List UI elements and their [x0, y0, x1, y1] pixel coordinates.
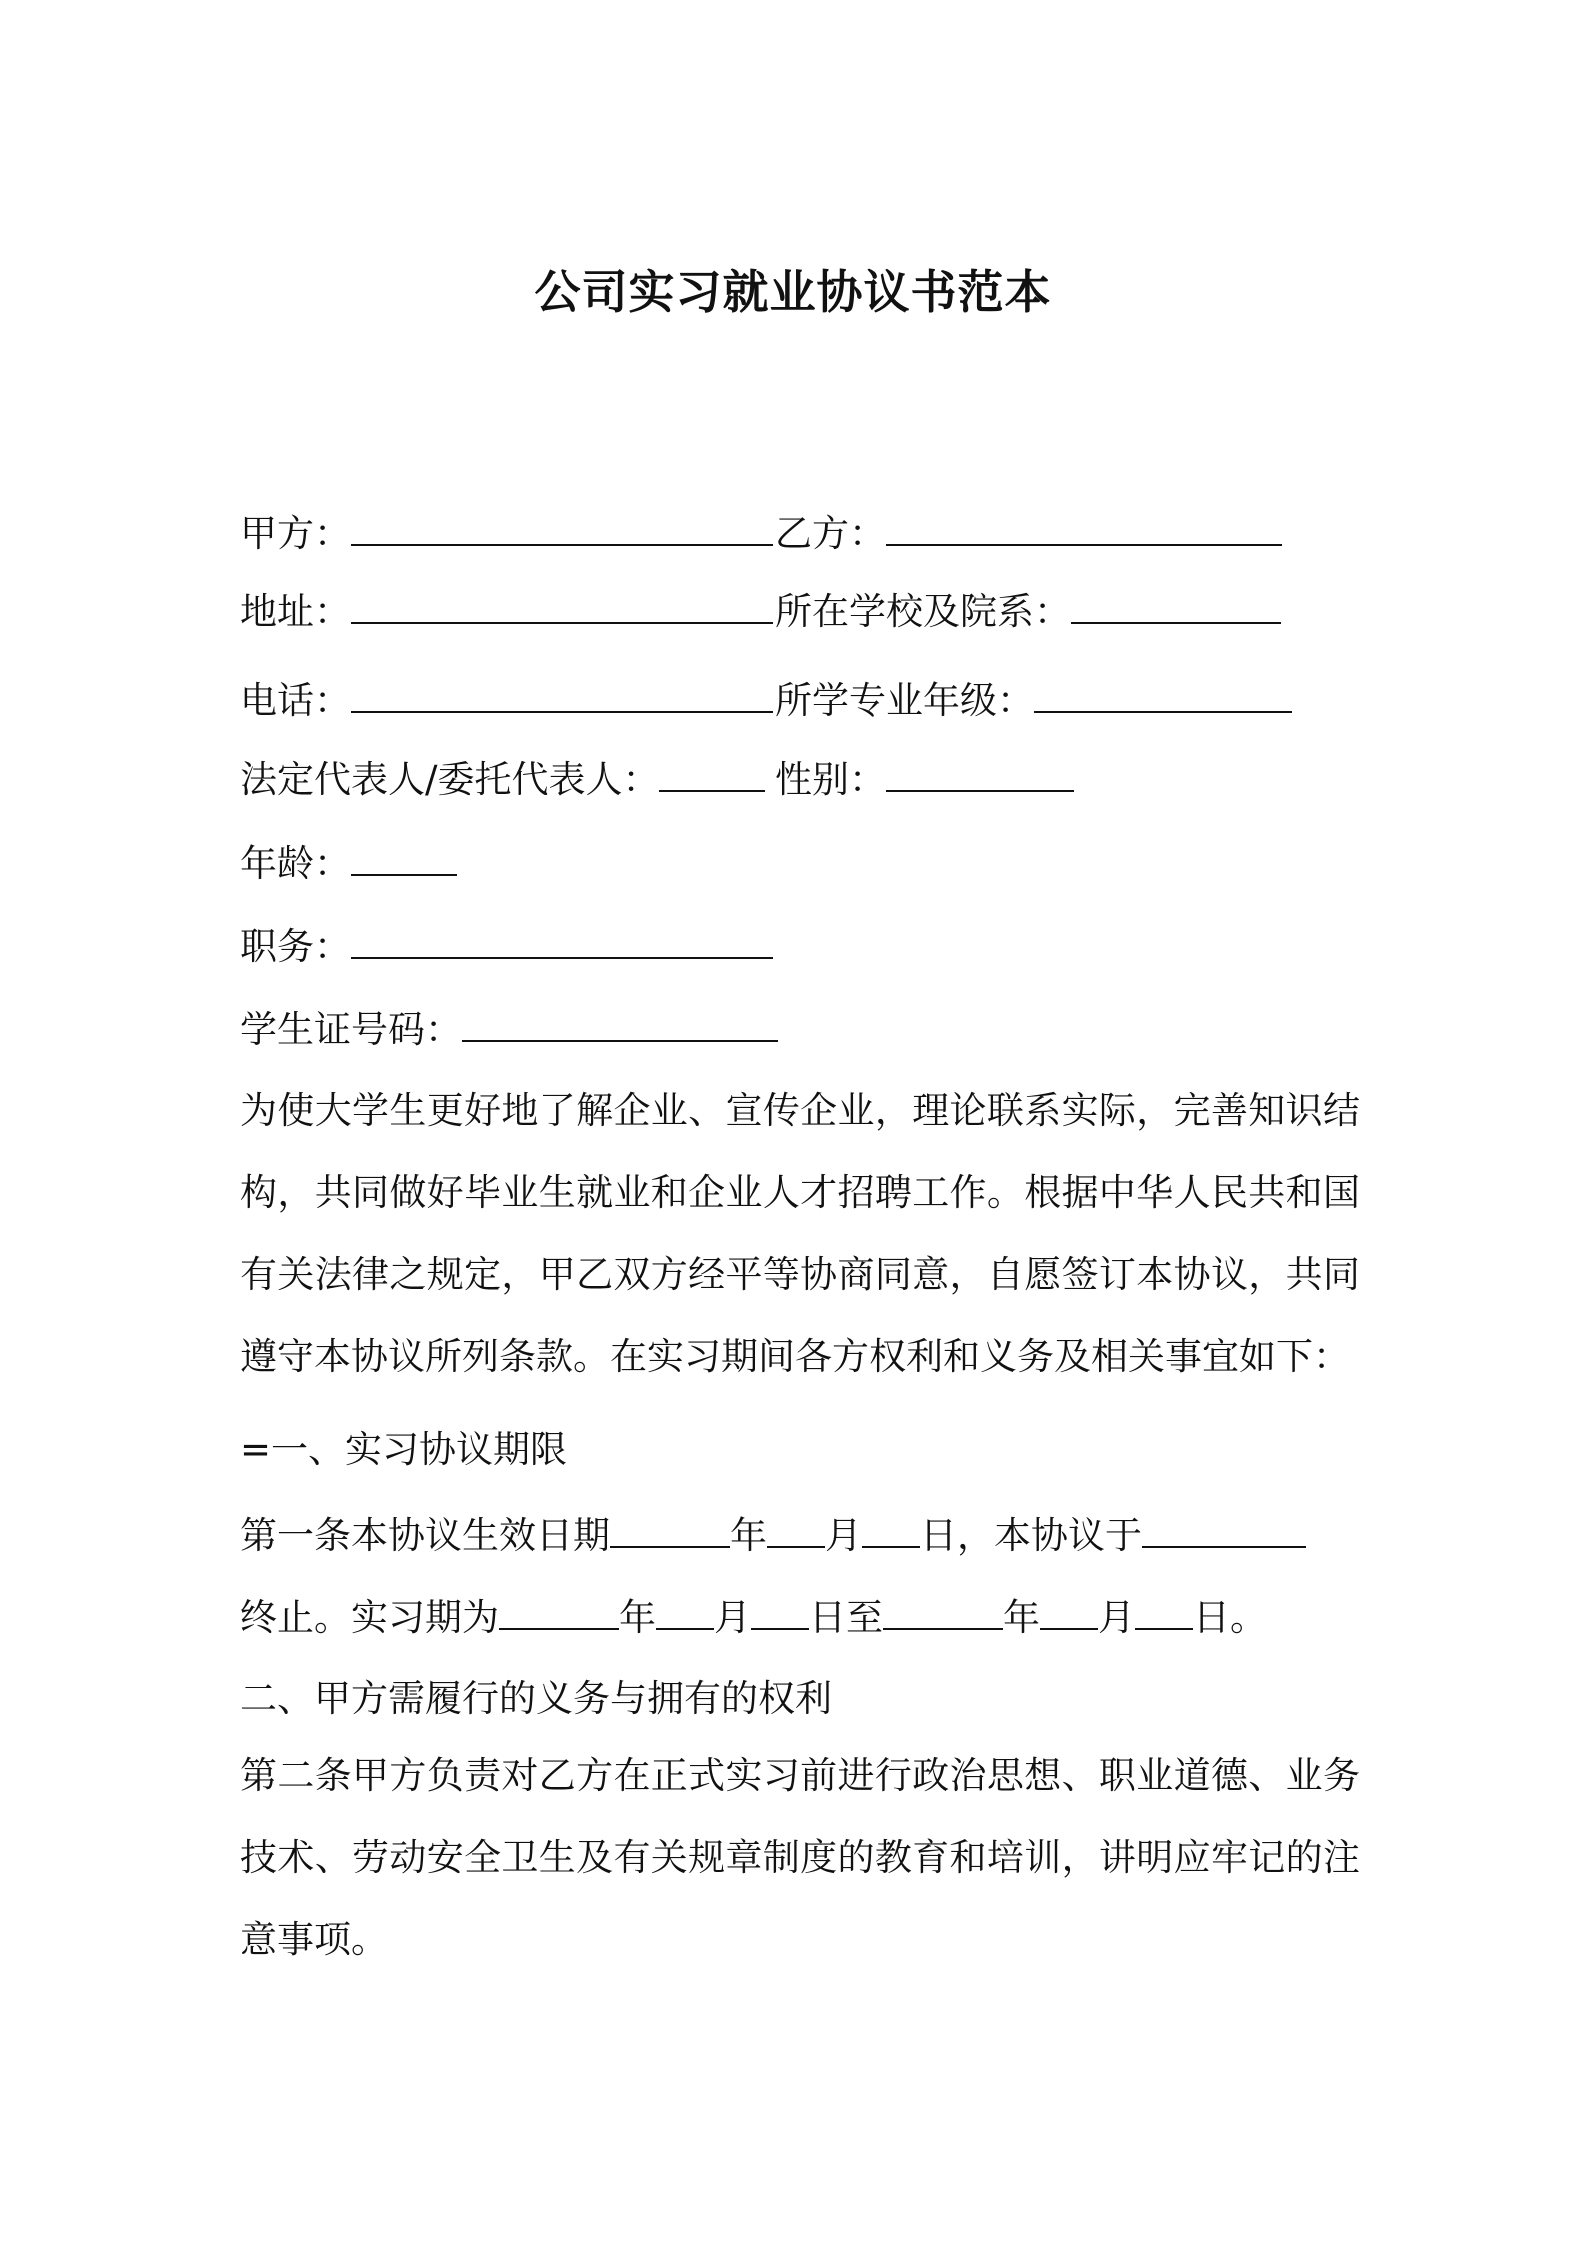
to-text: 日至	[809, 1596, 883, 1639]
section2-heading: 二、甲方需履行的义务与拥有的权利	[240, 1677, 832, 1720]
age-label: 年龄：	[240, 842, 351, 885]
party-b-blank[interactable]	[886, 510, 1282, 546]
rep-label: 法定代表人/委托代表人：	[240, 758, 660, 801]
age-blank[interactable]	[351, 840, 457, 876]
gender-label: 性别：	[775, 758, 886, 801]
gender-blank[interactable]	[886, 756, 1074, 792]
party-a-blank[interactable]	[351, 510, 773, 546]
article1-line1	[240, 1512, 1306, 1560]
address-blank[interactable]	[351, 588, 773, 624]
party-b-label: 乙方：	[775, 512, 886, 555]
month-text: 月	[825, 1514, 862, 1557]
position-label: 职务：	[240, 925, 351, 968]
position-row	[240, 923, 773, 971]
age-row	[240, 840, 457, 888]
day-end-text: 日。	[1193, 1596, 1267, 1639]
major-label: 所学专业年级：	[775, 679, 1034, 722]
article1-line2	[240, 1594, 1267, 1642]
start-day-blank[interactable]	[862, 1512, 920, 1548]
month-text: 月	[714, 1596, 751, 1639]
party-a-row	[240, 510, 773, 558]
period-start-month-blank[interactable]	[656, 1594, 714, 1630]
start-year-blank[interactable]	[610, 1512, 730, 1548]
period-end-day-blank[interactable]	[1135, 1594, 1193, 1630]
intro-paragraph: 为使大学生更好地了解企业、宣传企业，理论联系实际，完善知识结构，共同做好毕业生就业和企业人才招聘工作。根据中华人民共和国有关法律之规定，甲乙双方经平等协商同意，自愿签订本协议，共同遵守本协议所列条款。在实习期间各方权利和义务及相关事宜如下：	[240, 1089, 1360, 1378]
student-id-blank[interactable]	[462, 1006, 778, 1042]
year-text: 年	[730, 1514, 767, 1557]
phone-blank[interactable]	[351, 677, 773, 713]
address-row	[240, 588, 773, 636]
school-blank[interactable]	[1071, 588, 1281, 624]
section1-heading: =一、实习协议期限	[240, 1428, 568, 1471]
major-row	[775, 677, 1292, 725]
period-start-day-blank[interactable]	[751, 1594, 809, 1630]
address-label: 地址：	[240, 590, 351, 633]
start-month-blank[interactable]	[767, 1512, 825, 1548]
school-row	[775, 588, 1281, 636]
school-label: 所在学校及院系：	[775, 590, 1071, 633]
gender-row	[775, 756, 1074, 804]
article1-text-terminate: 日，本协议于	[920, 1514, 1142, 1557]
rep-blank[interactable]	[659, 756, 765, 792]
month-text: 月	[1098, 1596, 1135, 1639]
student-id-label: 学生证号码：	[240, 1008, 462, 1051]
party-a-label: 甲方：	[240, 512, 351, 555]
article2-paragraph: 第二条甲方负责对乙方在正式实习前进行政治思想、职业道德、业务技术、劳动安全卫生及有关规章制度的教育和培训，讲明应牢记的注意事项。	[240, 1754, 1360, 1961]
period-end-month-blank[interactable]	[1040, 1594, 1098, 1630]
termination-blank[interactable]	[1142, 1512, 1306, 1548]
phone-row	[240, 677, 773, 725]
rep-row	[240, 756, 765, 804]
document-title: 公司实习就业协议书范本	[534, 265, 1052, 319]
student-id-row	[240, 1006, 778, 1054]
year-text: 年	[619, 1596, 656, 1639]
period-end-year-blank[interactable]	[883, 1594, 1003, 1630]
year-text: 年	[1003, 1596, 1040, 1639]
article1-text-period: 终止。实习期为	[240, 1596, 499, 1639]
party-b-row	[775, 510, 1282, 558]
phone-label: 电话：	[240, 679, 351, 722]
major-blank[interactable]	[1034, 677, 1292, 713]
period-start-year-blank[interactable]	[499, 1594, 619, 1630]
article1-text-effective-date: 第一条本协议生效日期	[240, 1514, 610, 1557]
position-blank[interactable]	[351, 923, 773, 959]
